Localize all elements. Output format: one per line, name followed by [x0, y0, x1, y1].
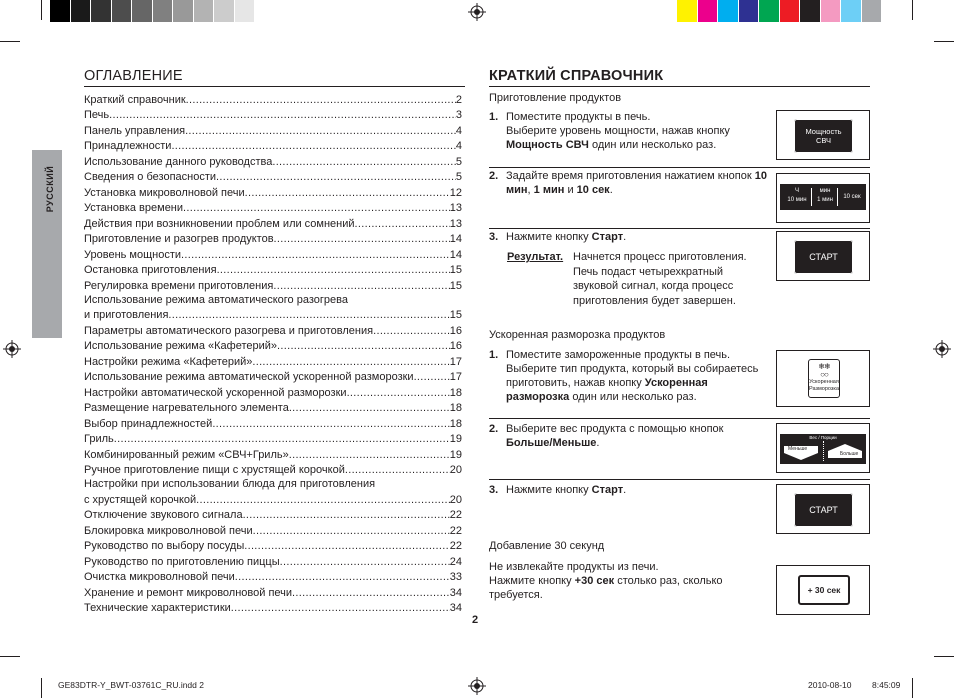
toc-leader-dots [216, 171, 456, 184]
time-button-strip [780, 184, 866, 210]
color-swatch [112, 0, 133, 22]
start-button-panel [776, 484, 870, 534]
toc-entry-title: Использование режима автоматической ускоренной разморозки [84, 371, 414, 383]
color-swatch [862, 0, 883, 22]
toc-leader-dots [414, 371, 450, 384]
add30-instructions: Не извлекайте продукты из печи. Нажмите кнопку +30 сек столько раз, сколько требуется. [489, 561, 723, 601]
toc-leader-dots [212, 418, 449, 431]
toc-entry-title: Настройки при использовании блюда для приготовления [84, 478, 376, 490]
quick-reference-title: КРАТКИЙ СПРАВОЧНИК [489, 68, 664, 84]
process-color-bar [677, 0, 882, 22]
registration-mark-icon [3, 340, 21, 358]
toc-entry-title: Действия при возникновении проблем или сомнений [84, 217, 355, 230]
toc-entry[interactable] [84, 369, 462, 385]
toc-entry[interactable] [84, 491, 462, 507]
toc-entry[interactable] [84, 307, 462, 323]
toc-entry[interactable] [84, 569, 462, 585]
toc-entry-title: Гриль [84, 433, 114, 445]
toc-entry-title: Сведения о безопасности [84, 171, 217, 183]
snowflake-icon: ❄❄ ○○ [818, 362, 830, 379]
crop-mark [934, 656, 954, 657]
toc-entry-page: 16 [449, 340, 462, 352]
start-button[interactable]: СТАРТ [794, 240, 853, 274]
toc-entry[interactable] [84, 322, 462, 338]
toc-leader-dots [280, 556, 450, 569]
toc-leader-dots [231, 602, 450, 615]
toc-entry-page: 22 [449, 524, 462, 537]
weight-buttons-panel [776, 423, 870, 473]
toc-entry[interactable] [84, 477, 462, 491]
footer-date: 2010-08-10 [808, 680, 852, 690]
cook-result: Результат. Начнется процесс приготовления. Печь подаст четырехкратный звуковой сигнал, когда процесс приготовления будет завершен. [507, 251, 747, 307]
toc-entry[interactable] [84, 231, 462, 247]
toc-entry-title: Использование режима автоматического разогрева [84, 293, 348, 306]
ten-seconds-button[interactable]: 10 сек [843, 194, 861, 200]
toc-leader-dots [196, 494, 450, 507]
registration-mark-icon [468, 3, 486, 21]
toc-entry[interactable] [84, 293, 462, 307]
toc-entry[interactable] [84, 600, 462, 616]
toc-entry-title: Установка микроволновой печи [84, 186, 245, 199]
toc-entry-title: Ручное приготовление пищи с хрустящей корочкой [84, 464, 345, 476]
cook-step-2: 2. Задайте время приготовления нажатием кнопок 10 мин, 1 мин и 10 сек. [489, 170, 767, 196]
color-swatch [821, 0, 842, 22]
toc-entry[interactable] [84, 215, 462, 231]
ten-minutes-button[interactable]: Ч 10 мин [787, 188, 807, 203]
toc-entry-page: 12 [449, 186, 462, 199]
toc-entry-title: и приготовления [84, 309, 169, 321]
toc-entry-title: Остановка приготовления [84, 264, 217, 276]
less-button[interactable]: Меньше [782, 443, 820, 461]
toc-leader-dots [345, 464, 450, 477]
toc-entry-title: Настройки режима «Кафетерий» [84, 355, 253, 368]
divider [489, 167, 870, 168]
crop-mark [41, 0, 42, 20]
color-swatch [759, 0, 780, 22]
toc-leader-dots [114, 433, 450, 446]
toc-entry-page: 22 [449, 540, 462, 552]
color-swatch [91, 0, 112, 22]
toc-entry-title: Размещение нагревательного элемента [84, 402, 289, 414]
toc-leader-dots [253, 525, 450, 538]
toc-entry[interactable] [84, 338, 462, 354]
toc-title-rule [84, 86, 465, 87]
toc-entry-page: 34 [449, 586, 462, 599]
divider [489, 418, 870, 419]
toc-leader-dots [292, 587, 450, 600]
toc-entry[interactable] [84, 153, 462, 169]
footer-time: 8:45:09 [872, 680, 901, 690]
toc-entry[interactable] [84, 446, 462, 462]
crop-mark [41, 678, 42, 698]
toc-entry-page: 18 [449, 402, 462, 414]
color-swatch [841, 0, 862, 22]
power-level-button[interactable]: Мощность СВЧ [794, 119, 853, 153]
color-swatch [132, 0, 153, 22]
toc-entry-title: Технические характеристики [84, 602, 231, 614]
registration-mark-icon [468, 677, 486, 695]
toc-entry-page: 18 [449, 386, 462, 399]
crop-mark [912, 678, 913, 698]
crop-mark [0, 656, 20, 657]
cook-step-1: 1. Поместите продукты в печь. Выберите уровень мощности, нажав кнопку Мощность СВЧ один или несколько раз. [489, 111, 730, 151]
color-swatch [780, 0, 801, 22]
toc-entry-page: 13 [449, 202, 462, 214]
color-swatch [718, 0, 739, 22]
crop-mark [934, 41, 954, 42]
toc-entry[interactable] [84, 431, 462, 447]
toc-entry-page: 22 [449, 509, 462, 521]
color-swatch [50, 0, 71, 22]
toc-entry[interactable] [84, 184, 462, 200]
toc-entry-page: 17 [449, 371, 462, 383]
color-swatch [71, 0, 92, 22]
toc-leader-dots [252, 356, 449, 369]
toc-entry-title: Установка времени [84, 202, 184, 214]
toc-entry-title: Панель управления [84, 124, 186, 137]
toc-entry-page: 14 [449, 233, 462, 245]
toc-leader-dots [289, 402, 450, 415]
toc-entry[interactable] [84, 200, 462, 216]
toc-entry-page: 18 [449, 417, 462, 430]
toc-entry-title: Краткий справочник [84, 93, 186, 106]
toc-entry[interactable] [84, 107, 462, 123]
toc-leader-dots [171, 140, 455, 153]
color-swatch [153, 0, 174, 22]
divider [489, 479, 870, 480]
plus-30-seconds-button[interactable]: + 30 сек [798, 575, 850, 605]
toc-entry-page: 16 [449, 324, 462, 337]
color-swatch [677, 0, 698, 22]
toc-entry[interactable] [84, 246, 462, 262]
color-swatch [214, 0, 235, 22]
language-label: РУССКИЙ [45, 165, 55, 213]
toc-entry[interactable] [84, 353, 462, 369]
color-swatch [235, 0, 256, 22]
toc-entry-title: Уровень мощности [84, 248, 182, 261]
quick-reference-title-rule [489, 86, 870, 87]
toc-entry[interactable] [84, 91, 462, 107]
toc-leader-dots [273, 280, 449, 293]
toc-entry[interactable] [84, 584, 462, 600]
toc-entry-page: 4 [455, 124, 462, 137]
toc-leader-dots [274, 233, 450, 246]
toc-leader-dots [245, 187, 450, 200]
time-buttons-panel [776, 173, 870, 223]
toc-entry-page: 3 [455, 109, 462, 121]
toc-entry[interactable] [84, 122, 462, 138]
toc-entry-title: Выбор принадлежностей [84, 417, 213, 430]
toc-entry-page: 19 [449, 433, 462, 445]
toc-entry-title: Использование режима «Кафетерий» [84, 340, 278, 352]
toc-entry-title: Приготовление и разогрев продуктов [84, 233, 274, 245]
defrost-button-panel [776, 350, 870, 407]
toc-entry-title: Печь [84, 109, 110, 121]
toc-entry[interactable] [84, 522, 462, 538]
toc-entry[interactable] [84, 462, 462, 478]
toc-entry[interactable] [84, 169, 462, 185]
start-button[interactable]: СТАРТ [794, 493, 853, 527]
language-side-tab [32, 150, 74, 338]
toc-entry[interactable] [84, 507, 462, 523]
toc-entry-title: с хрустящей корочкой [84, 493, 197, 506]
color-swatch [194, 0, 215, 22]
toc-leader-dots [181, 249, 450, 262]
toc-list [84, 91, 462, 615]
toc-entry[interactable] [84, 400, 462, 416]
toc-entry-page: 5 [455, 171, 462, 183]
toc-leader-dots [109, 109, 456, 122]
toc-leader-dots [277, 340, 450, 353]
cook-section-label: Приготовление продуктов [489, 92, 622, 104]
toc-entry[interactable] [84, 277, 462, 293]
toc-leader-dots [373, 325, 450, 338]
color-swatch [255, 0, 276, 22]
toc-leader-dots [347, 387, 450, 400]
color-swatch [173, 0, 194, 22]
toc-leader-dots [243, 509, 450, 522]
toc-entry-page: 4 [455, 140, 462, 152]
toc-entry-page: 15 [449, 309, 462, 321]
toc-entry-title: Регулировка времени приготовления [84, 279, 274, 292]
one-minute-button[interactable]: мин 1 мин [817, 188, 833, 203]
page-number: 2 [472, 614, 479, 626]
toc-entry-page: 2 [455, 93, 462, 106]
toc-entry-page: 14 [449, 248, 462, 261]
toc-entry-page: 20 [449, 464, 462, 476]
toc-entry-page: 33 [449, 571, 462, 583]
power-button-panel [776, 110, 870, 160]
toc-entry-title: Руководство по приготовлению пиццы [84, 555, 280, 568]
more-button[interactable]: Больше [826, 443, 864, 461]
toc-leader-dots [289, 449, 450, 462]
toc-entry[interactable] [84, 138, 462, 154]
toc-entry-title: Использование данного руководства [84, 155, 273, 168]
defrost-section-label: Ускоренная разморозка продуктов [489, 329, 666, 341]
color-swatch [739, 0, 760, 22]
toc-entry-page: 34 [449, 602, 462, 614]
toc-entry-page: 15 [449, 279, 462, 292]
toc-entry-page: 20 [449, 493, 462, 506]
weight-button-strip: Вес / Порции Меньше Больше [780, 434, 866, 464]
toc-leader-dots [272, 156, 456, 169]
toc-entry-title: Отключение звукового сигнала [84, 509, 243, 521]
cook-step-3: 3. Нажмите кнопку Старт. [489, 231, 627, 243]
divider [489, 228, 870, 229]
toc-entry[interactable] [84, 553, 462, 569]
color-swatch [800, 0, 821, 22]
toc-entry-title: Комбинированный режим «СВЧ+Гриль» [84, 448, 289, 461]
defrost-step-2: 2. Выберите вес продукта с помощью кнопок Больше/Меньше. [489, 423, 724, 449]
toc-entry[interactable] [84, 384, 462, 400]
color-swatch [698, 0, 719, 22]
toc-leader-dots [244, 540, 450, 553]
toc-entry[interactable] [84, 262, 462, 278]
crop-mark [912, 0, 913, 20]
toc-entry-page: 5 [455, 155, 462, 168]
defrost-step-1: 1. Поместите замороженные продукты в печь. Выберите тип продукта, который вы собираетесь приготовить, нажав кнопку Ускоренная разморозка один или несколько раз. [489, 349, 759, 403]
toc-entry-page: 13 [449, 217, 462, 230]
footer-file-name: GE83DTR-Y_BWT-03761C_RU.indd 2 [58, 680, 204, 690]
toc-entry-title: Настройки автоматической ускоренной разморозки [84, 386, 347, 399]
grayscale-color-bar [50, 0, 276, 22]
speed-defrost-button[interactable]: ❄❄ ○○ Ускоренная Разморозка [808, 359, 840, 398]
toc-entry-title: Блокировка микроволновой печи [84, 524, 253, 537]
toc-entry-title: Руководство по выбору посуды [84, 540, 245, 552]
toc-entry-title: Параметры автоматического разогрева и приготовления [84, 324, 374, 337]
toc-leader-dots [355, 218, 450, 231]
toc-leader-dots [186, 94, 456, 107]
toc-entry-title: Очистка микроволновой печи [84, 571, 235, 583]
toc-entry-title: Принадлежности [84, 140, 172, 152]
crop-mark [0, 41, 20, 42]
toc-leader-dots [217, 264, 450, 277]
toc-entry-page: 15 [449, 264, 462, 276]
defrost-step-3: 3. Нажмите кнопку Старт. [489, 484, 627, 496]
start-button-panel [776, 231, 870, 281]
toc-leader-dots [183, 202, 450, 215]
toc-entry-page: 17 [449, 355, 462, 368]
toc-entry-title: Хранение и ремонт микроволновой печи [84, 586, 293, 599]
toc-entry-page: 19 [449, 448, 462, 461]
toc-leader-dots [185, 125, 456, 138]
add30-section-label: Добавление 30 секунд [489, 540, 605, 552]
toc-entry-page: 24 [449, 555, 462, 568]
toc-title: ОГЛАВЛЕНИЕ [84, 68, 183, 84]
plus30-button-panel [776, 565, 870, 615]
toc-entry[interactable] [84, 415, 462, 431]
toc-leader-dots [168, 309, 449, 322]
toc-entry[interactable] [84, 538, 462, 554]
registration-mark-icon [933, 340, 951, 358]
toc-leader-dots [235, 571, 450, 584]
